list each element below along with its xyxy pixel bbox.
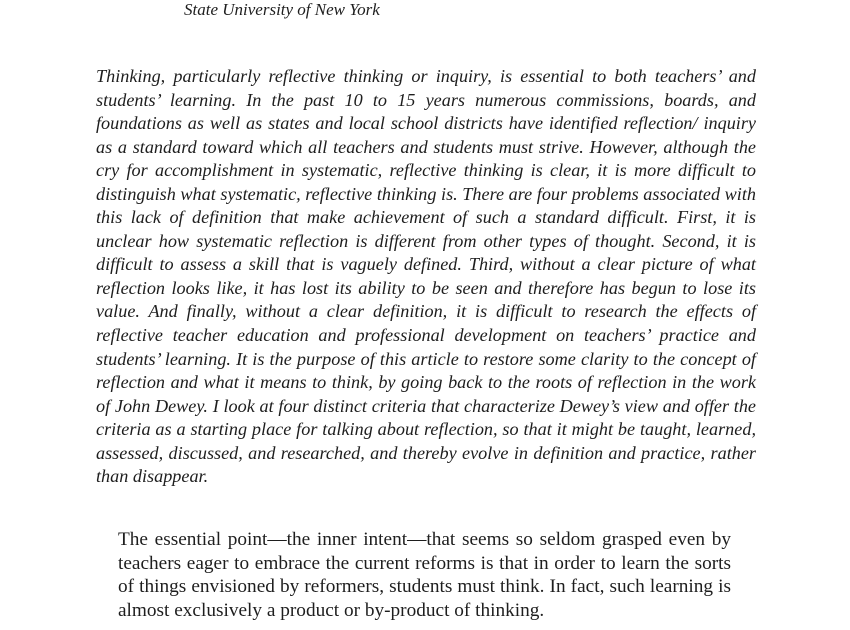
abstract: [96, 65, 756, 489]
author-affiliation: State University of New York: [184, 0, 380, 19]
abstract-text: Thinking, particularly reflective thinking or inquiry, is essential to both teachers’ and students’ learning. In the past 10 to 15 years numerous commissions, boards, and foundations as well as states and local school districts have identified reflection/ inquiry as a standard toward which all teachers and students must strive. However, although the cry for accomplishment in systematic, reflective thinking is clear, it is more difficult to distinguish what systematic, reflective thinking is. There are four problems associated with this lack of definition that make achievement of such a standard difficult. First, it is unclear how systematic reflection is different from other types of thought. Second, it is difficult to assess a skill that is vaguely defined. Third, without a clear picture of what reflection looks like, it has lost its ability to be seen and therefore has begun to lose its value. And finally, without a clear definition, it is difficult to research the effects of reflective teacher education and professional development on teachers’ practice and students’ learning. It is the purpose of this article to restore some clarity to the concept of reflection and what it means to think, by going back to the roots of reflection in the work of John Dewey. I look at four distinct criteria that characterize Dewey’s view and offer the criteria as a starting place for talking about reflection, so that it might be taught, learned, assessed, discussed, and researched, and thereby evolve in definition and practice, rather than disappear.: [96, 66, 756, 487]
epigraph-text: The essential point—the inner intent—that seems so seldom grasped even by teachers eager to embrace the current reforms is that in order to learn the sorts of things envisioned by reformers, students must think. In fact, such learning is almost exclusively a product or by-product of thinking.: [118, 529, 731, 621]
epigraph-quote: [118, 528, 731, 622]
